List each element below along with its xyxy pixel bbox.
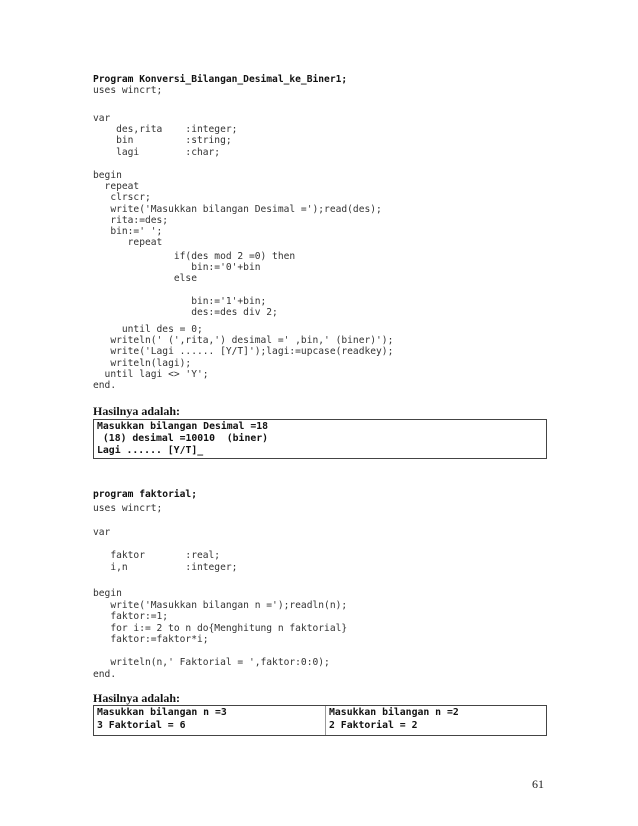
code-line: end. — [93, 668, 117, 680]
output-line: Masukkan bilangan n =2 — [329, 707, 459, 718]
output-divider — [325, 706, 326, 735]
code-line: uses wincrt; — [93, 503, 163, 514]
code-line: bin :string; — [93, 135, 232, 147]
code-line: i,n :integer; — [93, 562, 238, 573]
code-line: write('Masukkan bilangan Desimal =');read(des); — [93, 203, 382, 215]
code-line: lagi :char; — [93, 146, 221, 158]
output-line: Masukkan bilangan Desimal =18 — [97, 421, 269, 432]
code-line: until des = 0; — [93, 324, 203, 335]
code-line: var — [93, 527, 111, 538]
code-line: des,rita :integer; — [93, 124, 238, 136]
code-line: else — [93, 273, 197, 285]
code-line: faktor:=1; — [93, 611, 169, 622]
code-line: if(des mod 2 =0) then — [93, 251, 296, 262]
output-line: Lagi ...... [Y/T]_ — [97, 445, 204, 456]
code-line: write('Masukkan bilangan n =');readln(n); — [93, 599, 348, 611]
code-line: for i:= 2 to n do{Menghitung n faktorial} — [93, 622, 348, 634]
code-line: faktor:=faktor*i; — [93, 634, 209, 645]
code-line: until lagi <> 'Y'; — [93, 368, 209, 380]
result-heading-1: Hasilnya adalah: — [93, 404, 181, 418]
output-box-1 — [93, 419, 547, 459]
code-line: var — [93, 113, 111, 124]
code-line: des:=des div 2; — [93, 307, 278, 318]
code-line: uses wincrt; — [93, 85, 163, 97]
code-line: clrscr; — [93, 192, 151, 204]
code-line: repeat — [93, 237, 163, 249]
code-line: bin:='0'+bin — [93, 262, 261, 274]
result-heading-2: Hasilnya adalah: — [93, 691, 181, 705]
code-line: writeln(n,' Faktorial = ',faktor:0:0); — [93, 657, 330, 668]
code-line: begin — [93, 588, 122, 599]
code-line: write('Lagi ...... [Y/T]');lagi:=upcase(readkey); — [93, 346, 394, 358]
output-line: (18) desimal =10010 (biner) — [97, 433, 269, 444]
code-line: end. — [93, 380, 117, 391]
code-line: faktor :real; — [93, 550, 221, 561]
code-line: rita:=des; — [93, 214, 169, 226]
code-line: bin:=' '; — [93, 226, 163, 237]
code-line: bin:='1'+bin; — [93, 295, 267, 307]
output-line: 3 Faktorial = 6 — [97, 720, 186, 731]
page-number: 61 — [532, 777, 544, 791]
code-line: begin — [93, 170, 122, 181]
output-line: Masukkan bilangan n =3 — [97, 707, 227, 718]
code-line: writeln(' (',rita,') desimal =' ,bin,' (biner)'); — [93, 335, 394, 347]
code-line: program faktorial; — [93, 489, 197, 500]
code-line: repeat — [93, 181, 140, 193]
code-line: writeln(lagi); — [93, 357, 192, 369]
output-line: 2 Faktorial = 2 — [329, 720, 418, 731]
code-line: Program Konversi_Bilangan_Desimal_ke_Biner1; — [93, 74, 348, 85]
output-box-2 — [93, 705, 547, 736]
